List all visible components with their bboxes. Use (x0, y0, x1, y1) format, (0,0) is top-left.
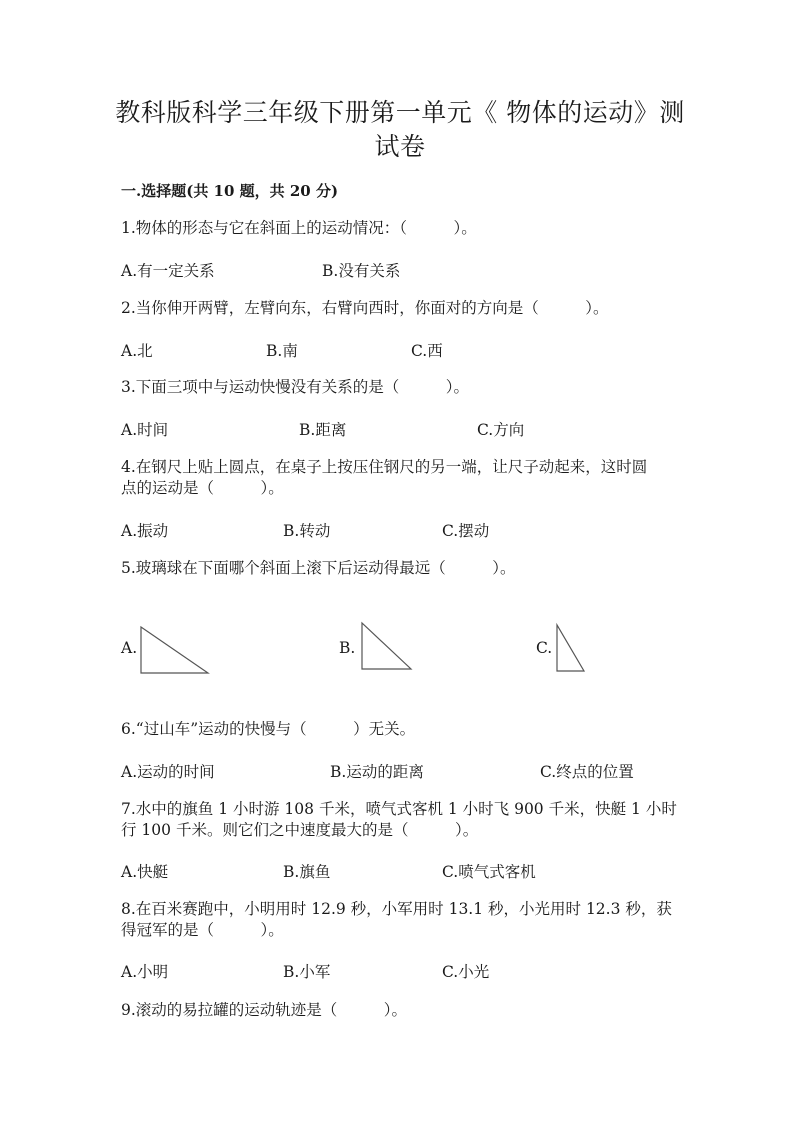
question-2-text: 2.当你伸开两臂，左臂向东，右臂向西时，你面对的方向是（ ）。 (121, 299, 609, 317)
question-7-text-line-2: 行 100 千米。则它们之中速度最大的是（ ）。 (121, 821, 479, 839)
page-title-line-2: 试卷 (374, 132, 426, 161)
slope-b-triangle-icon (359, 620, 415, 672)
question-1-option-a[interactable]: A.有一定关系 (121, 262, 215, 280)
question-2-option-b[interactable]: B.南 (266, 342, 298, 360)
question-5-option-c[interactable]: C. (536, 639, 553, 657)
question-1-text: 1.物体的形态与它在斜面上的运动情况：（ ）。 (121, 219, 477, 237)
question-8-option-a[interactable]: A.小明 (121, 963, 169, 981)
question-7-option-c[interactable]: C.喷气式客机 (442, 863, 536, 881)
question-4-text-line-2: 点的运动是（ ）。 (121, 479, 284, 497)
question-8-text-line-2: 得冠军的是（ ）。 (121, 921, 284, 939)
slope-a-triangle-icon (138, 624, 212, 676)
question-8-option-b[interactable]: B.小军 (283, 963, 331, 981)
question-3-option-c[interactable]: C.方向 (477, 421, 525, 439)
question-6-text: 6.“过山车”运动的快慢与（ ）无关。 (121, 720, 416, 738)
question-2-option-c[interactable]: C.西 (411, 342, 443, 360)
question-4-option-b[interactable]: B.转动 (283, 522, 331, 540)
question-8-text-line-1: 8.在百米赛跑中，小明用时 12.9 秒，小军用时 13.1 秒，小光用时 12.3 秒，获 (121, 900, 672, 918)
question-1-option-b[interactable]: B.没有关系 (322, 262, 401, 280)
question-3-text: 3.下面三项中与运动快慢没有关系的是（ ）。 (121, 378, 470, 396)
question-8-option-c[interactable]: C.小光 (442, 963, 490, 981)
section-heading: 一.选择题(共 10 题，共 20 分) (121, 182, 339, 200)
question-3-option-a[interactable]: A.时间 (121, 421, 169, 439)
question-5-option-b[interactable]: B. (339, 639, 356, 657)
question-5-option-a[interactable]: A. (121, 639, 138, 657)
slope-c-triangle-icon (554, 622, 588, 674)
question-4-option-c[interactable]: C.摆动 (442, 522, 490, 540)
question-6-option-a[interactable]: A.运动的时间 (121, 763, 215, 781)
question-6-option-b[interactable]: B.运动的距离 (330, 763, 424, 781)
page-title-line-1: 教科版科学三年级下册第一单元《 物体的运动》测 (115, 98, 685, 127)
question-7-text-line-1: 7.水中的旗鱼 1 小时游 108 千米，喷气式客机 1 小时飞 900 千米，快艇 1 小时 (121, 800, 677, 818)
question-5-text: 5.玻璃球在下面哪个斜面上滚下后运动得最远（ ）。 (121, 559, 516, 577)
question-4-option-a[interactable]: A.振动 (121, 522, 169, 540)
question-3-option-b[interactable]: B.距离 (299, 421, 347, 439)
question-7-option-b[interactable]: B.旗鱼 (283, 863, 331, 881)
question-4-text-line-1: 4.在钢尺上贴上圆点，在桌子上按压住钢尺的另一端，让尺子动起来，这时圆 (121, 458, 648, 476)
question-2-option-a[interactable]: A.北 (121, 342, 153, 360)
question-6-option-c[interactable]: C.终点的位置 (540, 763, 634, 781)
question-7-option-a[interactable]: A.快艇 (121, 863, 169, 881)
question-9-text: 9.滚动的易拉罐的运动轨迹是（ ）。 (121, 1001, 408, 1019)
